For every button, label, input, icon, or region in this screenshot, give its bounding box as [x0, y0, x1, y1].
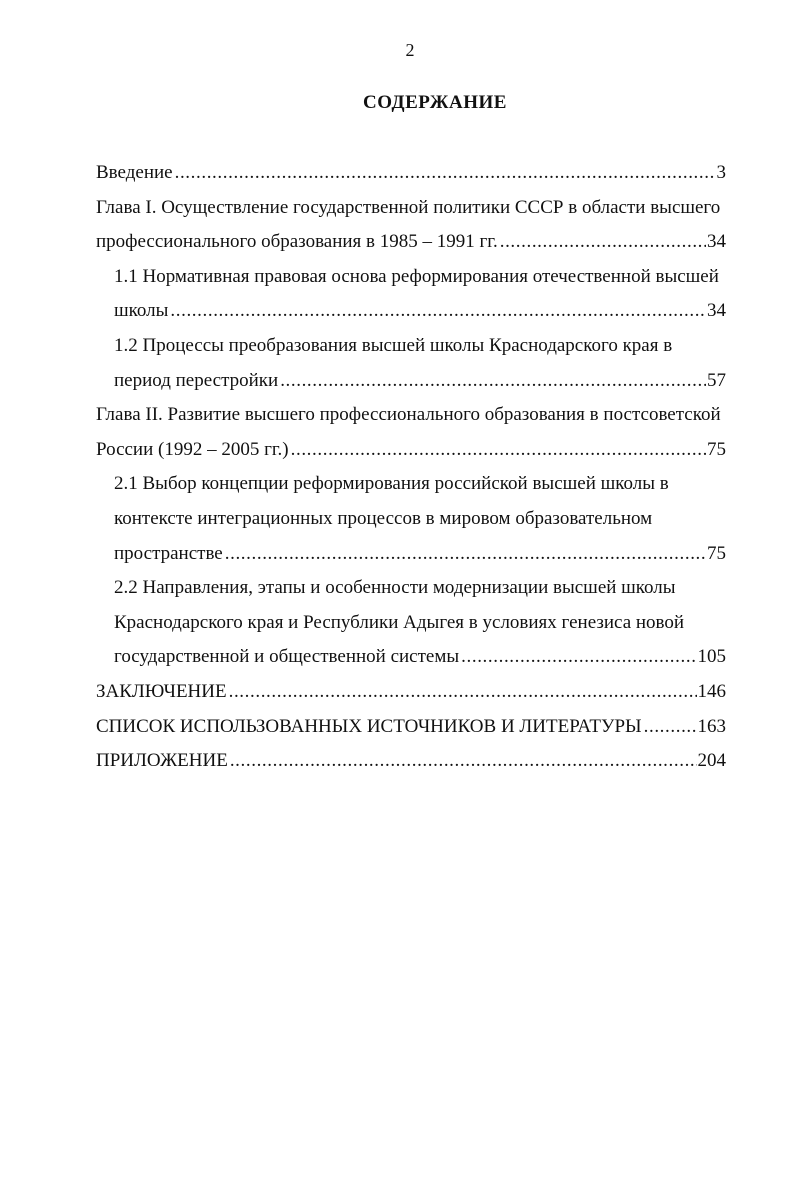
toc-page-number: 163 [697, 715, 726, 737]
toc-entry-section-1-1 [96, 294, 726, 329]
toc-entry-text: школы [114, 300, 169, 322]
toc-entry-text: ЗАКЛЮЧЕНИЕ [96, 680, 227, 702]
dot-leader [291, 433, 706, 468]
dot-leader [230, 744, 697, 779]
toc-entry-section-2-1 [96, 537, 726, 572]
toc-page-number: 105 [697, 646, 726, 668]
toc-page-number: 75 [707, 542, 726, 564]
dot-leader [280, 364, 706, 399]
toc-entry-appendix [96, 744, 726, 779]
toc-page-number: 204 [697, 750, 726, 772]
toc-page-number: 34 [707, 231, 726, 253]
dot-leader [500, 225, 706, 260]
page-title: СОДЕРЖАНИЕ [363, 92, 507, 113]
toc-entry-section-2-1-line1: 2.1 Выбор концепции реформирования российской высшей школы в [114, 473, 669, 495]
toc-entry-text: государственной и общественной системы [114, 646, 460, 668]
toc-entry-section-1-1-line1: 1.1 Нормативная правовая основа реформирования отечественной высшей [114, 265, 719, 287]
toc-page-number: 3 [716, 162, 726, 183]
toc-entry-text: России (1992 – 2005 гг.) [96, 438, 289, 460]
dot-leader [229, 675, 697, 710]
dot-leader [461, 640, 696, 675]
toc-page-number: 75 [707, 438, 726, 460]
toc-entry-text: профессионального образования в 1985 – 1991 гг. [96, 231, 498, 253]
toc-entry-sources [96, 710, 726, 745]
toc-entry-text: Введение [96, 162, 173, 183]
table-of-contents [96, 156, 726, 779]
toc-entry-section-1-2 [96, 364, 726, 399]
toc-entry-text: ПРИЛОЖЕНИЕ [96, 750, 228, 772]
dot-leader [175, 156, 716, 191]
dot-leader [170, 294, 706, 329]
toc-page-number: 57 [707, 369, 726, 391]
toc-entry-section-2-1-line2: контексте интеграционных процессов в мировом образовательном [114, 507, 653, 529]
toc-entry-text: пространстве [114, 542, 223, 564]
toc-entry-text: СПИСОК ИСПОЛЬЗОВАННЫХ ИСТОЧНИКОВ И ЛИТЕРАТУРЫ [96, 715, 642, 737]
toc-entry-section-2-2-line2: Краснодарского края и Республики Адыгея в условиях генезиса новой [114, 611, 685, 633]
page-number: 2 [405, 40, 415, 60]
toc-entry-chapter1 [96, 225, 726, 260]
dot-leader [225, 537, 706, 572]
toc-entry-chapter1-line1: Глава I. Осуществление государственной политики СССР в области высшего [96, 196, 721, 218]
toc-entry-section-2-2 [96, 640, 726, 675]
dot-leader [644, 710, 697, 745]
toc-entry-chapter2 [96, 433, 726, 468]
toc-entry-chapter2-line1: Глава II. Развитие высшего профессионального образования в постсоветской [96, 404, 721, 426]
toc-entry-section-2-2-line1: 2.2 Направления, этапы и особенности модернизации высшей школы [114, 577, 676, 599]
toc-entry-section-1-2-line1: 1.2 Процессы преобразования высшей школы Краснодарского края в [114, 334, 673, 356]
toc-entry-conclusion [96, 675, 726, 710]
toc-entry-text: период перестройки [114, 369, 279, 391]
toc-page-number: 34 [707, 300, 726, 322]
toc-page-number: 146 [697, 680, 726, 702]
toc-entry-intro [96, 156, 726, 191]
